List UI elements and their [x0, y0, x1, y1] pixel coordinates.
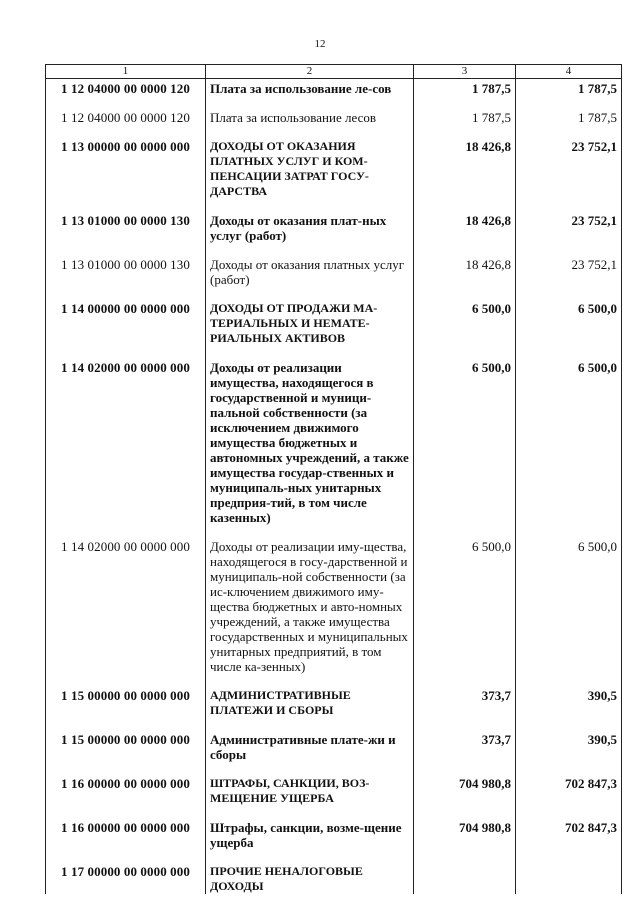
table-row [46, 762, 622, 806]
row-value-1-cell: 1 787,5 [414, 79, 516, 97]
row-value-1-cell: 373,7 [414, 674, 516, 718]
row-value-1-cell: 704 980,8 [414, 806, 516, 850]
row-name-cell: Доходы от реализации иму-щества, находящегося в госу-дарственной и муниципаль-ной собственности (за ис-ключением движимого иму-щества бюджетных и авто-номных учреждений, а также имущества государственных и муниципальных унитарных предприятий, в том числе ка-зенных) [206, 525, 414, 674]
row-code-cell: 1 16 00000 00 0000 000 [46, 806, 206, 850]
column-header-value-2: 4 [516, 65, 622, 79]
row-value-2-cell: 390,5 [516, 674, 622, 718]
row-name-cell: Доходы от реализации имущества, находящегося в государственной и муници-пальной собственности (за исключением движимого имущества бюджетных и автономных учреждений, а также имущества государ-ственных и муниципаль-ных унитарных предприя-тий, в том числе казенных) [206, 346, 414, 525]
row-code-cell: 1 14 00000 00 0000 000 [46, 287, 206, 346]
revenue-table [45, 64, 622, 894]
row-value-2-cell: 702 847,3 [516, 762, 622, 806]
row-value-1-cell: 1 787,5 [414, 96, 516, 125]
row-code-cell: 1 13 01000 00 0000 130 [46, 199, 206, 243]
table-row [46, 850, 622, 894]
row-value-2-cell: 390,5 [516, 718, 622, 762]
row-name-cell: ШТРАФЫ, САНКЦИИ, ВОЗ-МЕЩЕНИЕ УЩЕРБА [206, 762, 414, 806]
row-code-cell: 1 15 00000 00 0000 000 [46, 718, 206, 762]
table-row [46, 806, 622, 850]
table-row [46, 287, 622, 346]
row-value-2-cell: 6 500,0 [516, 346, 622, 525]
row-value-1-cell: 18 426,8 [414, 243, 516, 287]
row-value-1-cell: 18 426,8 [414, 199, 516, 243]
row-name-cell: Административные плате-жи и сборы [206, 718, 414, 762]
row-name-cell: Доходы от оказания плат-ных услуг (работ) [206, 199, 414, 243]
row-value-2-cell: 23 752,1 [516, 243, 622, 287]
table-row [46, 718, 622, 762]
row-value-1-cell [414, 850, 516, 894]
table-row [46, 79, 622, 97]
row-value-1-cell: 18 426,8 [414, 125, 516, 199]
row-value-1-cell: 6 500,0 [414, 287, 516, 346]
row-value-1-cell: 704 980,8 [414, 762, 516, 806]
row-name-cell: Доходы от оказания платных услуг (работ) [206, 243, 414, 287]
table-header-row [46, 65, 622, 79]
table-row [46, 674, 622, 718]
row-code-cell: 1 17 00000 00 0000 000 [46, 850, 206, 894]
column-header-code: 1 [46, 65, 206, 79]
table-row [46, 243, 622, 287]
row-code-cell: 1 13 01000 00 0000 130 [46, 243, 206, 287]
row-value-2-cell: 23 752,1 [516, 125, 622, 199]
column-header-name: 2 [206, 65, 414, 79]
column-header-value-1: 3 [414, 65, 516, 79]
row-value-2-cell: 1 787,5 [516, 96, 622, 125]
page-number: 12 [314, 38, 326, 50]
table-row [46, 125, 622, 199]
row-code-cell: 1 14 02000 00 0000 000 [46, 346, 206, 525]
row-code-cell: 1 15 00000 00 0000 000 [46, 674, 206, 718]
row-name-cell: ПРОЧИЕ НЕНАЛОГОВЫЕ ДОХОДЫ [206, 850, 414, 894]
row-value-2-cell: 6 500,0 [516, 525, 622, 674]
row-name-cell: Плата за использование лесов [206, 96, 414, 125]
row-name-cell: ДОХОДЫ ОТ ОКАЗАНИЯ ПЛАТНЫХ УСЛУГ И КОМ-ПЕНСАЦИИ ЗАТРАТ ГОСУ-ДАРСТВА [206, 125, 414, 199]
row-value-2-cell [516, 850, 622, 894]
table-row [46, 96, 622, 125]
table-row [46, 525, 622, 674]
row-name-cell: ДОХОДЫ ОТ ПРОДАЖИ МА-ТЕРИАЛЬНЫХ И НЕМАТЕ-РИАЛЬНЫХ АКТИВОВ [206, 287, 414, 346]
table-row [46, 346, 622, 525]
row-name-cell: АДМИНИСТРАТИВНЫЕ ПЛАТЕЖИ И СБОРЫ [206, 674, 414, 718]
row-value-2-cell: 23 752,1 [516, 199, 622, 243]
row-code-cell: 1 13 00000 00 0000 000 [46, 125, 206, 199]
row-code-cell: 1 16 00000 00 0000 000 [46, 762, 206, 806]
row-value-1-cell: 6 500,0 [414, 346, 516, 525]
row-value-1-cell: 373,7 [414, 718, 516, 762]
row-value-2-cell: 6 500,0 [516, 287, 622, 346]
row-code-cell: 1 14 02000 00 0000 000 [46, 525, 206, 674]
table-row [46, 199, 622, 243]
row-name-cell: Штрафы, санкции, возме-щение ущерба [206, 806, 414, 850]
row-code-cell: 1 12 04000 00 0000 120 [46, 96, 206, 125]
row-value-2-cell: 702 847,3 [516, 806, 622, 850]
row-value-2-cell: 1 787,5 [516, 79, 622, 97]
row-code-cell: 1 12 04000 00 0000 120 [46, 79, 206, 97]
row-value-1-cell: 6 500,0 [414, 525, 516, 674]
table-body [46, 79, 622, 895]
row-name-cell: Плата за использование ле-сов [206, 79, 414, 97]
